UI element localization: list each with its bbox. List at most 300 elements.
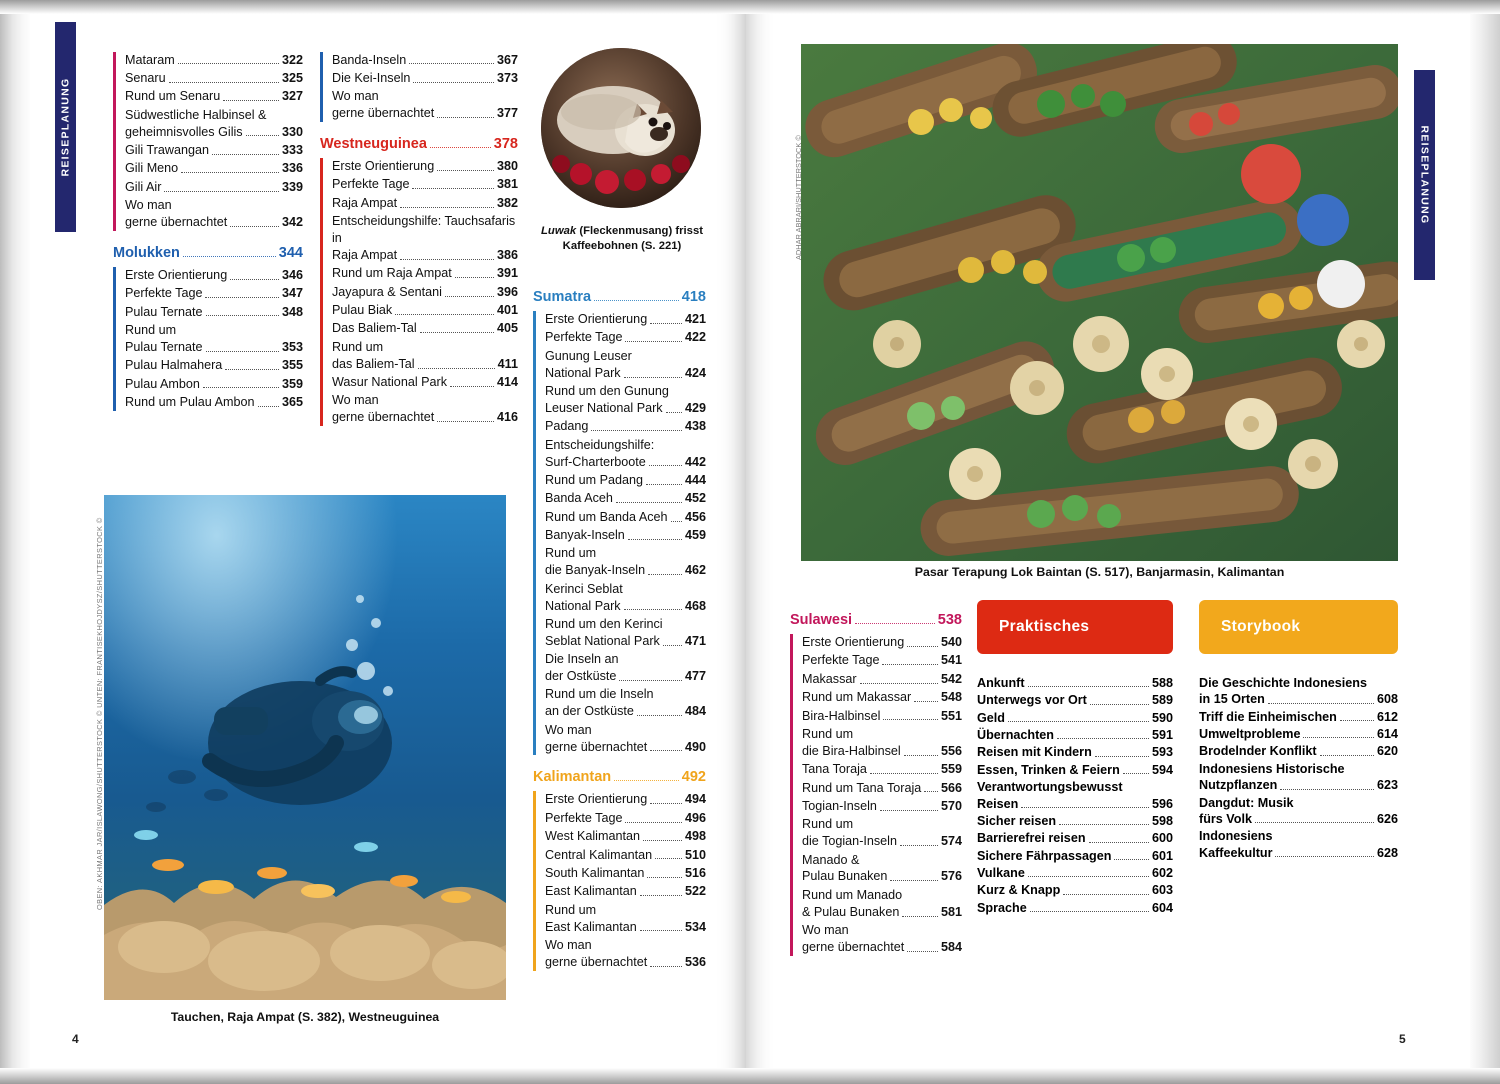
toc-entry-page: 322 — [281, 52, 303, 67]
box-entry-label-line2: Kaffeekultur — [1199, 845, 1273, 860]
toc-entry-label: Mataram — [125, 52, 175, 67]
caption-luwak-bold: Luwak — [541, 225, 577, 237]
toc-entry-page: 471 — [684, 633, 706, 648]
toc-entry[interactable] — [125, 179, 303, 196]
box-entry[interactable] — [977, 900, 1173, 916]
toc-entry[interactable] — [545, 810, 706, 827]
toc-entry-label-line1: Wo man — [332, 393, 379, 408]
box-entry[interactable] — [1199, 675, 1398, 708]
toc-entry-page: 416 — [496, 410, 518, 425]
box-title-praktisches: Praktisches — [999, 618, 1090, 635]
box-entry[interactable] — [1199, 828, 1398, 861]
box-entry-page: 628 — [1376, 845, 1398, 860]
toc-entry[interactable] — [802, 816, 962, 850]
toc-entry-label-line1: Wo man — [332, 89, 379, 104]
leader-dots — [648, 574, 682, 575]
box-entry-label-line1: Indonesiens — [1199, 829, 1273, 844]
leader-dots — [1028, 876, 1149, 877]
leader-dots — [181, 172, 279, 173]
toc-entry[interactable] — [545, 311, 706, 328]
box-entry[interactable] — [977, 762, 1173, 778]
leader-dots — [628, 539, 682, 540]
toc-entry-page: 510 — [684, 847, 706, 862]
toc-entry[interactable] — [802, 887, 962, 921]
leader-dots — [900, 845, 938, 846]
toc-entry-label: Raja Ampat — [332, 195, 398, 210]
toc-entry[interactable] — [125, 267, 303, 284]
toc-entry[interactable] — [545, 437, 706, 471]
box-entry[interactable] — [1199, 709, 1398, 725]
toc-entry[interactable] — [332, 176, 518, 193]
box-entry-page: 604 — [1151, 900, 1173, 915]
box-entry-label-line2: Reisen — [977, 796, 1019, 811]
leader-dots — [883, 719, 938, 720]
leader-dots — [904, 755, 938, 756]
toc-entry-label-line1: Rund um den Kerinci — [545, 616, 663, 631]
toc-entry[interactable] — [545, 722, 706, 756]
toc-entry[interactable] — [545, 791, 706, 808]
toc-entry-page: 355 — [281, 358, 303, 373]
box-entry-page: 591 — [1151, 728, 1173, 743]
toc-entry[interactable] — [545, 383, 706, 417]
toc-entry-page: 534 — [684, 919, 706, 934]
box-entry-label-line2: in 15 Orten — [1199, 692, 1265, 707]
leader-dots — [870, 773, 938, 774]
toc-entry[interactable] — [125, 107, 303, 141]
leader-dots — [1030, 911, 1149, 912]
toc-entry-label: Gili Trawangan — [125, 142, 209, 157]
leader-dots — [650, 803, 682, 804]
leader-dots — [624, 609, 682, 610]
toc-entry-label-line2: an der Ostküste — [545, 704, 634, 719]
toc-entry-page: 442 — [684, 454, 706, 469]
toc-entry-label-line2: National Park — [545, 365, 621, 380]
box-entry[interactable] — [1199, 761, 1398, 794]
toc-entry[interactable] — [545, 418, 706, 435]
toc-entry[interactable] — [545, 847, 706, 864]
box-entry[interactable] — [977, 727, 1173, 743]
box-entry-label-line2: Nutzpflanzen — [1199, 778, 1278, 793]
toc-entry-page: 325 — [281, 70, 303, 85]
toc-entry-label-line2: gerne übernachtet — [545, 739, 648, 754]
toc-entry-label-line2: der Ostküste — [545, 669, 617, 683]
toc-entry-label: Perfekte Tage — [332, 177, 410, 192]
leader-dots — [624, 377, 682, 378]
toc-entry[interactable] — [332, 339, 518, 373]
toc-entry[interactable] — [125, 357, 303, 374]
leader-dots — [1303, 737, 1374, 738]
leader-dots — [1089, 842, 1149, 843]
leader-dots — [655, 858, 682, 859]
box-entry[interactable] — [977, 882, 1173, 898]
toc-entry-label-line1: Wo man — [545, 937, 592, 952]
toc-entry-label-line1: Rund um — [802, 726, 854, 741]
toc-entry-page: 494 — [684, 792, 706, 807]
toc-entry[interactable] — [332, 70, 518, 87]
toc-entry-label: Erste Orientierung — [125, 267, 228, 282]
toc-entry-label-line1: Manado & — [802, 852, 860, 867]
toc-entry-label-line2: Seblat National Park — [545, 633, 660, 648]
toc-entry-label-line1: Wo man — [545, 722, 592, 737]
box-header-praktisches — [977, 600, 1173, 654]
box-entry[interactable] — [977, 675, 1173, 691]
toc-entry[interactable] — [332, 158, 518, 175]
toc-entry-page: 477 — [684, 669, 706, 683]
toc-group — [320, 52, 518, 123]
box-entry-label: Ankunft — [977, 676, 1025, 690]
box-entry-label: Reisen mit Kindern — [977, 745, 1092, 760]
toc-entry-label-line1: Rund um die Inseln — [545, 687, 654, 702]
toc-entry-label-line1: Rund um — [125, 322, 177, 337]
toc-entry-page: 574 — [940, 834, 962, 849]
toc-entry-label: West Kalimantan — [545, 829, 640, 844]
box-entry-page: 601 — [1151, 848, 1173, 863]
toc-entry-label: Perfekte Tage — [545, 810, 623, 825]
toc-section-label: Westneuguinea — [320, 136, 427, 152]
toc-entry[interactable] — [125, 322, 303, 356]
toc-entry[interactable] — [802, 708, 962, 725]
photo-credit-left-text: OBEN: AKHMAR JAR/ISLAWONG/SHUTTERSTOCK © UNTEN: FRANTISEKHOJDYSZ/SHUTTERSTOCK © — [95, 517, 104, 910]
leader-dots — [666, 412, 682, 413]
toc-group — [533, 791, 706, 970]
toc-entry[interactable] — [545, 651, 706, 685]
leader-dots — [409, 63, 494, 64]
box-entry-page: 603 — [1151, 883, 1173, 898]
toc-section-heading[interactable] — [533, 769, 706, 785]
box-entry-page: 594 — [1151, 762, 1173, 777]
luwak-illustration — [541, 48, 701, 208]
toc-entry[interactable] — [332, 88, 518, 122]
toc-entry-label-line2: & Pulau Bunaken — [802, 904, 900, 919]
toc-section-heading[interactable] — [113, 245, 303, 261]
toc-entry[interactable] — [332, 52, 518, 69]
page-number-right: 5 — [1399, 1032, 1406, 1046]
toc-entry[interactable] — [332, 265, 518, 282]
toc-section-heading[interactable] — [320, 136, 518, 152]
sidebar-tab-right-label: REISEPLANUNG — [1418, 125, 1431, 225]
toc-entry-page: 414 — [496, 375, 518, 389]
leader-dots — [855, 623, 935, 624]
toc-entry[interactable] — [332, 213, 518, 264]
toc-entry-page: 548 — [940, 690, 962, 705]
box-list-storybook — [1199, 675, 1398, 862]
toc-entry-label-line2: die Bira-Halbinsel — [802, 743, 901, 758]
photo-floating-market — [801, 44, 1398, 561]
leader-dots — [640, 895, 682, 896]
toc-entry[interactable] — [125, 88, 303, 105]
box-entry[interactable] — [977, 865, 1173, 881]
toc-entry-label: Perfekte Tage — [545, 330, 623, 345]
leader-dots — [647, 877, 682, 878]
toc-entry-page: 342 — [281, 214, 303, 229]
box-entry-label: Vulkane — [977, 865, 1025, 880]
box-entry-page: 596 — [1151, 796, 1173, 811]
leader-dots — [395, 314, 494, 315]
toc-entry-page: 556 — [940, 743, 962, 758]
toc-section-heading[interactable] — [533, 289, 706, 305]
box-entry-page: 608 — [1376, 692, 1398, 707]
leader-dots — [225, 369, 279, 370]
toc-entry-label-line1: Wo man — [802, 923, 849, 937]
toc-section-label: Sumatra — [533, 289, 592, 305]
toc-entry-label-line2: National Park — [545, 598, 621, 613]
toc-entry-label: Pulau Ambon — [125, 376, 200, 391]
toc-entry[interactable] — [332, 284, 518, 301]
toc-entry-label-line2: Pulau Bunaken — [802, 869, 888, 884]
toc-entry[interactable] — [802, 689, 962, 706]
toc-entry[interactable] — [802, 726, 962, 760]
toc-entry[interactable] — [802, 761, 962, 778]
leader-dots — [246, 135, 279, 136]
toc-entry[interactable] — [545, 865, 706, 882]
toc-entry-label: Senaru — [125, 70, 166, 85]
leader-dots — [663, 645, 682, 646]
toc-column-3 — [533, 275, 706, 975]
toc-entry-page: 396 — [496, 284, 518, 299]
toc-entry[interactable] — [332, 302, 518, 319]
leader-dots — [212, 154, 279, 155]
box-entry-label: Brodelnder Konflikt — [1199, 744, 1317, 759]
leader-dots — [880, 810, 938, 811]
toc-entry-label: Rund um Tana Toraja — [802, 780, 922, 795]
toc-entry-label: South Kalimantan — [545, 865, 645, 880]
toc-entry-label-line2: die Togian-Inseln — [802, 834, 897, 849]
toc-entry-label: Erste Orientierung — [802, 635, 905, 649]
toc-entry-label-line2: gerne übernachtet — [332, 410, 435, 425]
toc-entry-label: Rund um Banda Aceh — [545, 509, 668, 524]
leader-dots — [1095, 756, 1149, 757]
toc-entry[interactable] — [125, 142, 303, 159]
box-entry[interactable] — [977, 813, 1173, 829]
box-header-storybook — [1199, 600, 1398, 654]
box-entry-label-line1: Dangdut: Musik — [1199, 795, 1294, 810]
toc-entry-label-line1: Rund um den Gunung — [545, 384, 669, 398]
leader-dots — [616, 502, 682, 503]
toc-entry[interactable] — [802, 922, 962, 956]
page-edge-left — [0, 0, 32, 1084]
leader-dots — [206, 351, 279, 352]
toc-entry[interactable] — [545, 883, 706, 900]
toc-entry[interactable] — [802, 652, 962, 669]
toc-entry-page: 377 — [496, 106, 518, 121]
toc-entry-page: 570 — [940, 798, 962, 813]
leader-dots — [437, 117, 494, 118]
toc-entry-page: 359 — [281, 376, 303, 391]
toc-entry-page: 346 — [281, 267, 303, 282]
toc-entry-page: 330 — [281, 124, 303, 139]
toc-entry-page: 391 — [496, 266, 518, 281]
toc-section-page: 378 — [493, 136, 518, 152]
leader-dots — [619, 680, 682, 681]
leader-dots — [203, 387, 279, 388]
leader-dots — [594, 300, 679, 301]
toc-entry[interactable] — [545, 527, 706, 544]
toc-entry[interactable] — [545, 545, 706, 579]
toc-entry[interactable] — [125, 197, 303, 231]
toc-entry[interactable] — [802, 798, 962, 815]
toc-entry[interactable] — [545, 472, 706, 489]
toc-entry-label-line2: das Baliem-Tal — [332, 356, 415, 371]
toc-entry-label: Banda Aceh — [545, 491, 613, 506]
toc-entry[interactable] — [802, 780, 962, 797]
leader-dots — [437, 421, 494, 422]
caption-luwak-rest: (Fleckenmusang) frisst Kaffeebohnen (S. 221) — [562, 225, 703, 253]
toc-entry-label-line1: Südwestliche Halbinsel & — [125, 107, 267, 122]
toc-entry[interactable] — [332, 320, 518, 337]
box-entry-label-line1: Die Geschichte Indonesiens — [1199, 676, 1367, 690]
toc-entry[interactable] — [545, 348, 706, 382]
toc-entry-label: East Kalimantan — [545, 884, 637, 899]
toc-entry-label: Central Kalimantan — [545, 847, 653, 862]
toc-entry-label-line1: Rund um — [332, 339, 384, 354]
toc-entry[interactable] — [125, 394, 303, 411]
toc-entry-label-line1: Entscheidungshilfe: Tauchsafaris in — [332, 214, 516, 245]
toc-entry[interactable] — [545, 828, 706, 845]
box-entry-label-line2: fürs Volk — [1199, 811, 1252, 826]
toc-entry-page: 327 — [281, 89, 303, 104]
leader-dots — [183, 256, 276, 257]
toc-entry[interactable] — [545, 329, 706, 346]
toc-entry-page: 347 — [281, 286, 303, 301]
toc-column-4 — [790, 598, 962, 960]
box-entry[interactable] — [977, 830, 1173, 846]
toc-entry-page: 452 — [684, 491, 706, 506]
box-entry[interactable] — [1199, 795, 1398, 828]
leader-dots — [1255, 822, 1374, 823]
toc-entry-page: 365 — [281, 394, 303, 409]
leader-dots — [1063, 894, 1149, 895]
toc-entry-label-line2: gerne übernachtet — [125, 214, 228, 229]
toc-entry[interactable] — [545, 509, 706, 526]
box-entry[interactable] — [977, 710, 1173, 726]
toc-column-1 — [113, 50, 303, 415]
box-entry-label: Unterwegs vor Ort — [977, 693, 1087, 708]
toc-entry-label: Pulau Biak — [332, 303, 393, 317]
toc-entry[interactable] — [802, 852, 962, 886]
toc-entry-page: 444 — [684, 472, 706, 487]
toc-entry-label-line1: Kerinci Seblat — [545, 581, 623, 596]
toc-section-page: 538 — [937, 612, 962, 628]
toc-entry-label: Erste Orientierung — [332, 159, 435, 173]
leader-dots — [164, 191, 279, 192]
leader-dots — [445, 296, 494, 297]
leader-dots — [907, 646, 938, 647]
toc-entry[interactable] — [545, 616, 706, 650]
toc-entry-page: 405 — [496, 321, 518, 336]
toc-entry-page: 584 — [940, 939, 962, 954]
box-entry-page: 626 — [1376, 811, 1398, 826]
toc-entry[interactable] — [125, 70, 303, 87]
toc-entry-label-line1: Rund um — [802, 817, 854, 832]
toc-entry-label: Pulau Halmahera — [125, 358, 223, 373]
box-entry[interactable] — [977, 779, 1173, 812]
box-entry[interactable] — [977, 744, 1173, 760]
leader-dots — [206, 315, 279, 316]
box-entry-label: Sprache — [977, 900, 1027, 915]
caption-luwak — [531, 224, 713, 255]
toc-entry-page: 559 — [940, 762, 962, 777]
toc-entry-label-line1: Rund um — [545, 546, 597, 561]
toc-entry[interactable] — [802, 671, 962, 688]
toc-entry[interactable] — [545, 902, 706, 936]
toc-entry-label: Rund um Makassar — [802, 690, 912, 705]
toc-entry-page: 551 — [940, 708, 962, 723]
toc-entry-label: Wasur National Park — [332, 375, 448, 389]
toc-entry-label: Rund um Padang — [545, 472, 644, 487]
leader-dots — [258, 406, 279, 407]
leader-dots — [437, 170, 494, 171]
toc-entry-page: 424 — [684, 365, 706, 380]
toc-entry-page: 540 — [940, 635, 962, 649]
toc-entry-page: 536 — [684, 954, 706, 969]
toc-entry[interactable] — [332, 374, 518, 391]
box-entry-page: 600 — [1151, 831, 1173, 846]
box-entry-page: 589 — [1151, 693, 1173, 708]
toc-entry-page: 386 — [496, 247, 518, 262]
box-entry-page: 614 — [1376, 727, 1398, 742]
toc-entry-label: Padang — [545, 419, 589, 434]
toc-entry-label: Gili Meno — [125, 161, 179, 176]
toc-entry-label: Das Baliem-Tal — [332, 321, 417, 336]
box-list-praktisches — [977, 675, 1173, 917]
photo-credit-right-text: ADHAR ABRARI/SHUTTERSTOCK © — [794, 135, 803, 260]
toc-entry-label: Banyak-Inseln — [545, 528, 625, 542]
box-entry[interactable] — [1199, 726, 1398, 742]
toc-entry[interactable] — [545, 581, 706, 615]
toc-entry-page: 576 — [940, 869, 962, 884]
leader-dots — [860, 683, 938, 684]
toc-entry[interactable] — [125, 160, 303, 177]
sidebar-tab-right — [1414, 70, 1435, 280]
toc-entry[interactable] — [125, 304, 303, 321]
leader-dots — [614, 780, 679, 781]
box-entry-label: Sicher reisen — [977, 813, 1057, 828]
photo-diving-raja-ampat — [104, 495, 506, 1000]
toc-entry[interactable] — [332, 392, 518, 426]
toc-entry[interactable] — [802, 634, 962, 651]
toc-entry-label-line2: gerne übernachtet — [802, 939, 905, 954]
toc-entry-label-line2: Raja Ampat — [332, 247, 398, 262]
box-entry[interactable] — [977, 848, 1173, 864]
leader-dots — [625, 341, 682, 342]
toc-entry[interactable] — [545, 937, 706, 971]
box-entry[interactable] — [977, 692, 1173, 708]
toc-entry[interactable] — [545, 490, 706, 507]
toc-entry[interactable] — [125, 285, 303, 302]
toc-entry-label: Rund um Senaru — [125, 89, 221, 104]
box-entry-label: Essen, Trinken & Feiern — [977, 762, 1120, 777]
leader-dots — [1123, 773, 1149, 774]
box-entry-label-line1: Indonesiens Historische — [1199, 761, 1345, 776]
toc-entry[interactable] — [125, 376, 303, 393]
box-entry[interactable] — [1199, 743, 1398, 759]
toc-entry[interactable] — [545, 686, 706, 720]
toc-entry-label-line1: Rund um Manado — [802, 887, 903, 902]
toc-group — [320, 158, 518, 426]
leader-dots — [882, 664, 938, 665]
toc-entry-page: 462 — [684, 563, 706, 578]
box-entry-page: 602 — [1151, 865, 1173, 880]
page-number-left: 4 — [72, 1032, 79, 1046]
leader-dots — [1275, 856, 1374, 857]
toc-entry-label: Erste Orientierung — [545, 792, 648, 807]
leader-dots — [1268, 703, 1374, 704]
toc-entry[interactable] — [332, 195, 518, 212]
toc-entry-page: 490 — [684, 739, 706, 754]
toc-entry-page: 333 — [281, 142, 303, 157]
toc-entry[interactable] — [125, 52, 303, 69]
toc-section-heading[interactable] — [790, 612, 962, 628]
